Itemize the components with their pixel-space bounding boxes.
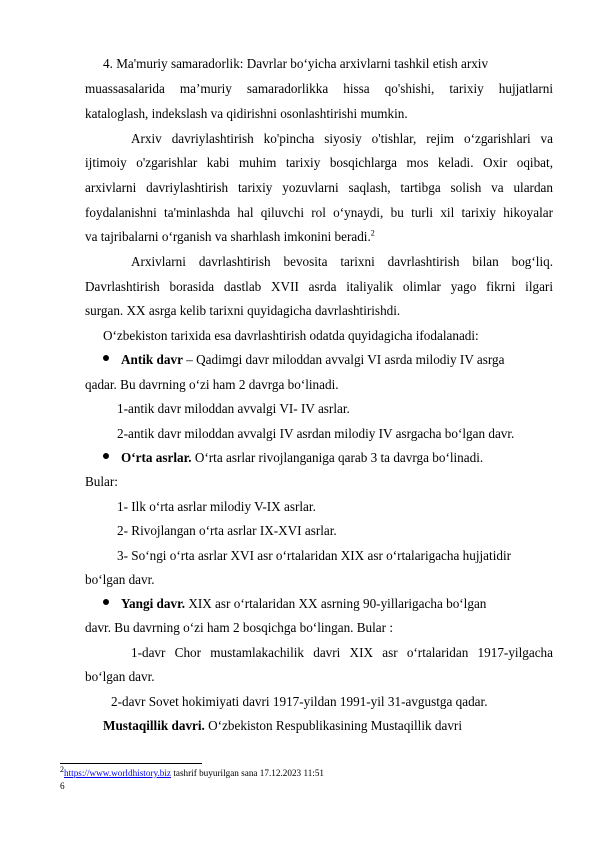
paragraph-line: surgan. XX asrga kelib tarixni quyidagicha davrlashtirishdi. [85, 303, 401, 318]
paragraph-line: Arxivlarni davrlashtirish bevosita tarixni davrlashtirish bilan bog‘liq. [131, 254, 553, 269]
list-item-antik [121, 352, 505, 368]
list-item-title: Mustaqillik davri. [103, 718, 205, 733]
paragraph-line: muassasalarida ma’muriy samaradorlikka hissa qo'shishi, tarixiy hujjatlarni [85, 81, 553, 96]
bullet-icon [103, 355, 109, 361]
list-item-title: Antik davr [121, 352, 183, 367]
paragraph-line: bo‘lgan davr. [85, 572, 155, 587]
paragraph-line: Bular: [85, 474, 118, 489]
paragraph-line: bo‘lgan davr. [85, 669, 155, 684]
list-item-orta [121, 450, 483, 466]
sub-item: 2-antik davr miloddan avvalgi IV asrdan milodiy IV asrgacha bo‘lgan davr. [117, 426, 515, 441]
paragraph-line: Davrlashtirish borasida dastlab XVII asrda italiyalik olimlar yago fikrni ilgari [85, 279, 553, 294]
paragraph-line: kataloglash, indekslash va qidirishni osonlashtirishi mumkin. [85, 106, 408, 121]
paragraph-line: qadar. Bu davrning o‘zi ham 2 davrga bo‘linadi. [85, 377, 339, 392]
footnote-text: tashrif buyurilgan sana 17.12.2023 11:51 [171, 768, 325, 778]
sub-item: 1- Ilk o‘rta asrlar milodiy V-IX asrlar. [117, 499, 316, 514]
paragraph-line: davr. Bu davrning o‘zi ham 2 bosqichga bo‘lingan. Bular : [85, 620, 394, 635]
bullet-icon [103, 599, 109, 605]
list-item-text: – Qadimgi davr miloddan avvalgi VI asrda milodiy IV asrga [182, 352, 505, 367]
list-item-title: O‘rta asrlar. [121, 450, 192, 465]
footnote-number: 2 [60, 764, 64, 774]
footnote-ref[interactable]: 2 [370, 228, 375, 238]
paragraph-line: ijtimoiy o'zgarishlar kabi muhim tarixiy bosqichlarga mos keladi. Oxir oqibat, [85, 155, 553, 170]
bullet-icon [103, 453, 109, 459]
list-item-title: Yangi davr. [121, 596, 186, 611]
sub-item: 1-antik davr miloddan avvalgi VI- IV asrlar. [117, 401, 350, 416]
paragraph-line: foydalanishni ta'minlashda hal qiluvchi rol o‘ynaydi, bu turli xil tarixiy hikoyalar [85, 205, 553, 220]
list-item-yangi [121, 596, 486, 612]
sub-item: 3- So‘ngi o‘rta asrlar XVI asr o‘rtalaridan XIX asr o‘rtalarigacha hujjatidir [117, 548, 512, 563]
sub-item: 1-davr Chor mustamlakachilik davri XIX asr o‘rtalaridan 1917-yilgacha [131, 645, 553, 660]
paragraph-text: va tajribalarni o‘rganish va sharhlash imkonini beradi. [85, 229, 371, 244]
list-item-text: O‘rta asrlar rivojlanganiga qarab 3 ta davrga bo‘linadi. [191, 450, 484, 465]
paragraph-line [85, 229, 375, 245]
footnote-link[interactable]: https://www.worldhistory.biz [64, 768, 172, 778]
paragraph-line: Arxiv davriylashtirish ko'pincha siyosiy o'tishlar, rejim o‘zgarishlari va [131, 131, 553, 146]
footnote-separator [60, 763, 202, 764]
list-item-4: 4. Ma'muriy samaradorlik: Davrlar bo‘yicha arxivlarni tashkil etish arxiv [103, 56, 489, 71]
list-item-text: O‘zbekiston Respublikasining Mustaqillik davri [204, 718, 462, 733]
footnote [60, 764, 325, 779]
paragraph-line: O‘zbekiston tarixida esa davrlashtirish odatda quyidagicha ifodalanadi: [103, 328, 479, 343]
list-item-mustaqil [103, 718, 462, 734]
paragraph-line: arxivlarni davriylashtirish tarixiy yozuvlarni saqlash, tartibga solish va ulardan [85, 180, 553, 195]
sub-item: 2-davr Sovet hokimiyati davri 1917-yildan 1991-yil 31-avgustga qadar. [111, 694, 488, 709]
list-item-text: XIX asr o‘rtalaridan XX asrning 90-yillarigacha bo‘lgan [185, 596, 487, 611]
sub-item: 2- Rivojlangan o‘rta asrlar IX-XVI asrlar. [117, 523, 337, 538]
page-number: 6 [60, 781, 65, 791]
